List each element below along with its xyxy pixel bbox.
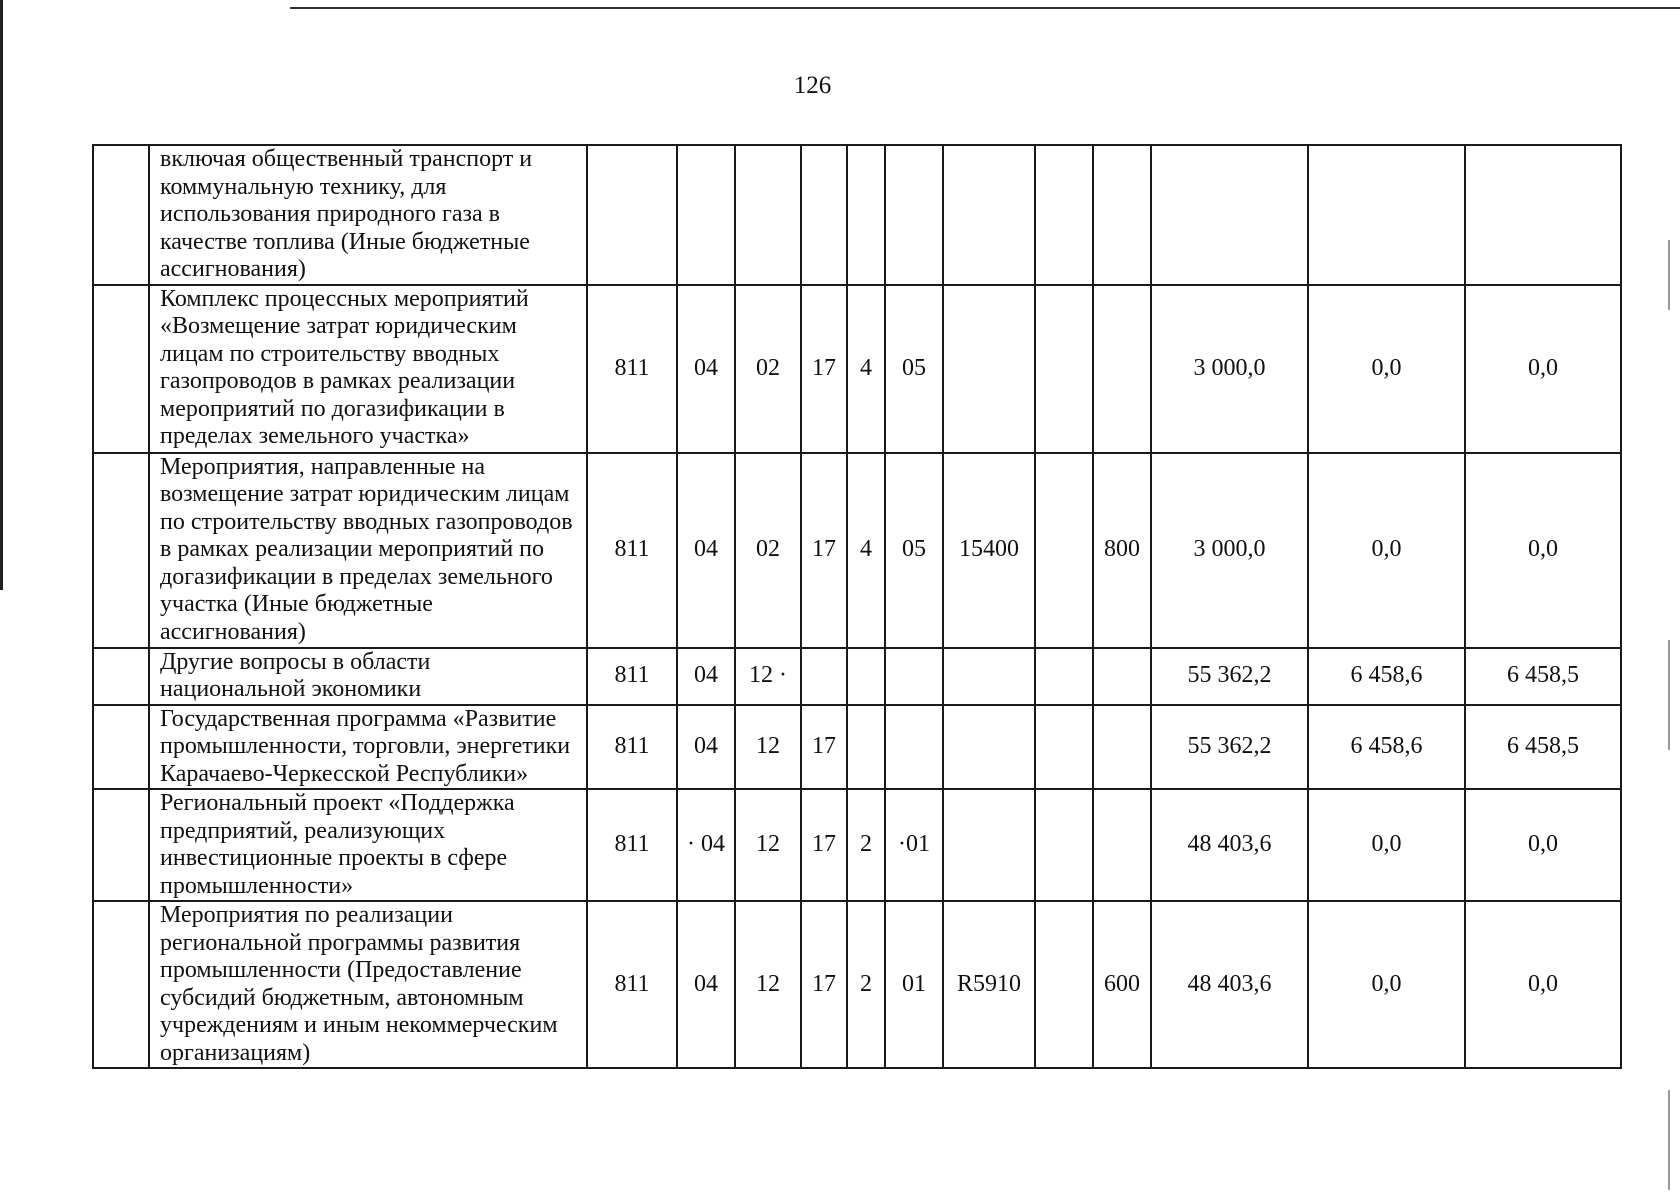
subprogram-type-cell (847, 705, 885, 790)
amount-year3-cell: 0,0 (1465, 901, 1621, 1068)
section-code-cell: 04 (677, 453, 735, 648)
subsection-code-cell: 02 (735, 453, 801, 648)
ministry-code-cell: 811 (587, 901, 677, 1068)
amount-year1-cell: 55 362,2 (1151, 705, 1308, 790)
table-row (93, 648, 1621, 705)
ministry-code-cell: 811 (587, 705, 677, 790)
expense-type-cell (1093, 648, 1151, 705)
expense-type-cell (1093, 705, 1151, 790)
blank-code-cell (1035, 705, 1093, 790)
amount-year1-cell: 48 403,6 (1151, 789, 1308, 901)
page-number: 126 (793, 72, 832, 99)
amount-year3-cell: 6 458,5 (1465, 648, 1621, 705)
blank-code-cell (1035, 901, 1093, 1068)
ministry-code-cell: 811 (587, 453, 677, 648)
amount-year1-cell: 3 000,0 (1151, 285, 1308, 453)
amount-year2-cell: 0,0 (1308, 789, 1465, 901)
section-code-cell: 04 (677, 648, 735, 705)
section-code-cell (677, 145, 735, 285)
row-number-cell (93, 789, 149, 901)
item-name-cell: включая общественный транспорт и коммунальную технику, для использования природного газа в качестве топлива (Иные бюджетные ассигнования) (149, 145, 587, 285)
expense-type-cell: 600 (1093, 901, 1151, 1068)
expense-direction-cell (943, 705, 1035, 790)
table-row (93, 453, 1621, 648)
item-name-cell: Мероприятия, направленные на возмещение затрат юридическим лицам по строительству вводных газопроводов в рамках реализации мероприятий по догазификации в пределах земельного участка (Иные бюджетные ассигнования) (149, 453, 587, 648)
amount-year3-cell (1465, 145, 1621, 285)
event-code-cell (885, 648, 943, 705)
subprogram-type-cell (847, 145, 885, 285)
section-code-cell: 04 (677, 285, 735, 453)
ministry-code-cell: 811 (587, 648, 677, 705)
scan-edge-top (290, 7, 1680, 9)
subprogram-type-cell (847, 648, 885, 705)
amount-year3-cell: 6 458,5 (1465, 705, 1621, 790)
event-code-cell (885, 705, 943, 790)
blank-code-cell (1035, 285, 1093, 453)
subsection-code-cell: 12 (735, 901, 801, 1068)
blank-code-cell (1035, 648, 1093, 705)
row-number-cell (93, 901, 149, 1068)
expense-type-cell (1093, 145, 1151, 285)
item-name-cell: Государственная программа «Развитие промышленности, торговли, энергетики Карачаево-Черкесской Республики» (149, 705, 587, 790)
table-row (93, 901, 1621, 1068)
section-code-cell: 04 (677, 901, 735, 1068)
row-number-cell (93, 145, 149, 285)
amount-year2-cell: 0,0 (1308, 453, 1465, 648)
table-row (93, 789, 1621, 901)
blank-code-cell (1035, 789, 1093, 901)
item-name-cell: Региональный проект «Поддержка предприятий, реализующих инвестиционные проекты в сфере промышленности» (149, 789, 587, 901)
table-row (93, 705, 1621, 790)
budget-table (92, 144, 1622, 1069)
amount-year1-cell: 3 000,0 (1151, 453, 1308, 648)
amount-year3-cell: 0,0 (1465, 453, 1621, 648)
amount-year2-cell: 6 458,6 (1308, 648, 1465, 705)
subprogram-type-cell: 4 (847, 453, 885, 648)
event-code-cell (885, 145, 943, 285)
program-code-cell: 17 (801, 453, 847, 648)
program-code-cell: 17 (801, 705, 847, 790)
program-code-cell (801, 648, 847, 705)
amount-year1-cell: 55 362,2 (1151, 648, 1308, 705)
scan-mark (1668, 240, 1670, 310)
blank-code-cell (1035, 453, 1093, 648)
amount-year2-cell: 6 458,6 (1308, 705, 1465, 790)
item-name-cell: Другие вопросы в области национальной экономики (149, 648, 587, 705)
expense-direction-cell (943, 789, 1035, 901)
amount-year2-cell: 0,0 (1308, 285, 1465, 453)
expense-direction-cell: R5910 (943, 901, 1035, 1068)
ministry-code-cell: 811 (587, 789, 677, 901)
subsection-code-cell: 12 (735, 789, 801, 901)
expense-direction-cell (943, 285, 1035, 453)
event-code-cell: ·01 (885, 789, 943, 901)
amount-year2-cell: 0,0 (1308, 901, 1465, 1068)
row-number-cell (93, 285, 149, 453)
expense-type-cell (1093, 285, 1151, 453)
row-number-cell (93, 648, 149, 705)
row-number-cell (93, 453, 149, 648)
subprogram-type-cell: 2 (847, 789, 885, 901)
row-number-cell (93, 705, 149, 790)
expense-direction-cell (943, 648, 1035, 705)
subsection-code-cell: 12 · (735, 648, 801, 705)
amount-year1-cell: 48 403,6 (1151, 901, 1308, 1068)
event-code-cell: 01 (885, 901, 943, 1068)
expense-type-cell (1093, 789, 1151, 901)
item-name-cell: Комплекс процессных мероприятий «Возмещение затрат юридическим лицам по строительству вводных газопроводов в рамках реализации мероприятий по догазификации в пределах земельного участка» (149, 285, 587, 453)
subsection-code-cell: 12 (735, 705, 801, 790)
ministry-code-cell: 811 (587, 285, 677, 453)
subsection-code-cell (735, 145, 801, 285)
table-row (93, 285, 1621, 453)
expense-type-cell: 800 (1093, 453, 1151, 648)
blank-code-cell (1035, 145, 1093, 285)
scan-mark (1668, 640, 1670, 750)
expense-direction-cell: 15400 (943, 453, 1035, 648)
section-code-cell: · 04 (677, 789, 735, 901)
event-code-cell: 05 (885, 453, 943, 648)
subsection-code-cell: 02 (735, 285, 801, 453)
ministry-code-cell (587, 145, 677, 285)
amount-year3-cell: 0,0 (1465, 789, 1621, 901)
program-code-cell (801, 145, 847, 285)
table-body (93, 145, 1621, 1068)
subprogram-type-cell: 4 (847, 285, 885, 453)
section-code-cell: 04 (677, 705, 735, 790)
expense-direction-cell (943, 145, 1035, 285)
table-row (93, 145, 1621, 285)
amount-year1-cell (1151, 145, 1308, 285)
subprogram-type-cell: 2 (847, 901, 885, 1068)
program-code-cell: 17 (801, 901, 847, 1068)
amount-year3-cell: 0,0 (1465, 285, 1621, 453)
scan-mark (1668, 1090, 1670, 1190)
amount-year2-cell (1308, 145, 1465, 285)
program-code-cell: 17 (801, 285, 847, 453)
event-code-cell: 05 (885, 285, 943, 453)
item-name-cell: Мероприятия по реализации региональной программы развития промышленности (Предоставление субсидий бюджетным, автономным учреждениям и иным некоммерческим организациям) (149, 901, 587, 1068)
program-code-cell: 17 (801, 789, 847, 901)
